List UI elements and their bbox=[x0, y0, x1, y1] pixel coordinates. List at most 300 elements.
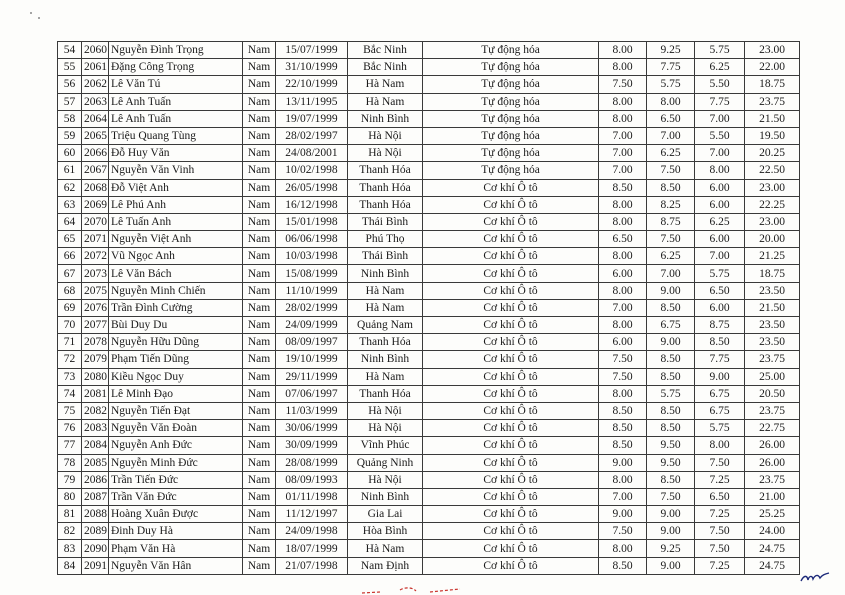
total-score-cell: 22.00 bbox=[745, 59, 800, 76]
score-3-cell: 8.00 bbox=[695, 437, 745, 454]
table-row bbox=[58, 145, 800, 162]
score-1-cell: 6.50 bbox=[599, 231, 647, 248]
score-1-cell: 7.50 bbox=[599, 76, 647, 93]
date-of-birth-cell: 07/06/1997 bbox=[276, 385, 348, 402]
major-cell: Cơ khí Ô tô bbox=[423, 523, 599, 540]
table-row bbox=[58, 471, 800, 488]
gender-cell: Nam bbox=[243, 265, 276, 282]
total-score-cell: 20.00 bbox=[745, 231, 800, 248]
province-cell: Ninh Bình bbox=[348, 488, 423, 505]
total-score-cell: 23.50 bbox=[745, 334, 800, 351]
full-name-cell: Nguyễn Anh Đức bbox=[109, 437, 243, 454]
row-number-cell: 63 bbox=[58, 196, 82, 213]
province-cell: Ninh Bình bbox=[348, 351, 423, 368]
full-name-cell: Phạm Tiến Dũng bbox=[109, 351, 243, 368]
score-2-cell: 9.00 bbox=[647, 282, 695, 299]
score-1-cell: 7.00 bbox=[599, 299, 647, 316]
candidate-id-cell: 2078 bbox=[82, 334, 109, 351]
candidate-id-cell: 2066 bbox=[82, 145, 109, 162]
candidate-id-cell: 2077 bbox=[82, 317, 109, 334]
major-cell: Cơ khí Ô tô bbox=[423, 196, 599, 213]
row-number-cell: 78 bbox=[58, 454, 82, 471]
gender-cell: Nam bbox=[243, 213, 276, 230]
gender-cell: Nam bbox=[243, 385, 276, 402]
gender-cell: Nam bbox=[243, 299, 276, 316]
score-1-cell: 8.00 bbox=[599, 196, 647, 213]
score-3-cell: 6.00 bbox=[695, 196, 745, 213]
date-of-birth-cell: 29/11/1999 bbox=[276, 368, 348, 385]
row-number-cell: 81 bbox=[58, 506, 82, 523]
score-2-cell: 6.50 bbox=[647, 110, 695, 127]
score-3-cell: 9.00 bbox=[695, 368, 745, 385]
score-3-cell: 8.75 bbox=[695, 317, 745, 334]
province-cell: Phú Thọ bbox=[348, 231, 423, 248]
row-number-cell: 66 bbox=[58, 248, 82, 265]
score-3-cell: 7.50 bbox=[695, 540, 745, 557]
total-score-cell: 26.00 bbox=[745, 454, 800, 471]
score-2-cell: 8.00 bbox=[647, 93, 695, 110]
full-name-cell: Nguyễn Văn Hân bbox=[109, 557, 243, 574]
score-2-cell: 8.50 bbox=[647, 420, 695, 437]
full-name-cell: Lê Anh Tuấn bbox=[109, 93, 243, 110]
total-score-cell: 23.50 bbox=[745, 317, 800, 334]
score-table bbox=[57, 41, 800, 575]
candidate-id-cell: 2081 bbox=[82, 385, 109, 402]
table-row bbox=[58, 248, 800, 265]
province-cell: Ninh Bình bbox=[348, 265, 423, 282]
full-name-cell: Trần Văn Đức bbox=[109, 488, 243, 505]
major-cell: Cơ khí Ô tô bbox=[423, 454, 599, 471]
candidate-id-cell: 2091 bbox=[82, 557, 109, 574]
gender-cell: Nam bbox=[243, 351, 276, 368]
province-cell: Hà Nam bbox=[348, 282, 423, 299]
score-1-cell: 8.00 bbox=[599, 110, 647, 127]
score-1-cell: 7.00 bbox=[599, 145, 647, 162]
date-of-birth-cell: 28/02/1999 bbox=[276, 299, 348, 316]
row-number-cell: 60 bbox=[58, 145, 82, 162]
date-of-birth-cell: 08/09/1997 bbox=[276, 334, 348, 351]
candidate-id-cell: 2080 bbox=[82, 368, 109, 385]
score-1-cell: 7.00 bbox=[599, 127, 647, 144]
score-3-cell: 5.50 bbox=[695, 76, 745, 93]
date-of-birth-cell: 01/11/1998 bbox=[276, 488, 348, 505]
major-cell: Cơ khí Ô tô bbox=[423, 437, 599, 454]
candidate-id-cell: 2087 bbox=[82, 488, 109, 505]
table-row bbox=[58, 196, 800, 213]
table-row bbox=[58, 317, 800, 334]
total-score-cell: 19.50 bbox=[745, 127, 800, 144]
full-name-cell: Nguyễn Văn Đoàn bbox=[109, 420, 243, 437]
table-row bbox=[58, 385, 800, 402]
province-cell: Thanh Hóa bbox=[348, 179, 423, 196]
major-cell: Tự động hóa bbox=[423, 127, 599, 144]
gender-cell: Nam bbox=[243, 248, 276, 265]
candidate-id-cell: 2061 bbox=[82, 59, 109, 76]
candidate-id-cell: 2083 bbox=[82, 420, 109, 437]
total-score-cell: 23.00 bbox=[745, 42, 800, 59]
gender-cell: Nam bbox=[243, 145, 276, 162]
row-number-cell: 76 bbox=[58, 420, 82, 437]
candidate-id-cell: 2090 bbox=[82, 540, 109, 557]
province-cell: Hà Nội bbox=[348, 127, 423, 144]
province-cell: Hà Nam bbox=[348, 76, 423, 93]
score-3-cell: 7.00 bbox=[695, 110, 745, 127]
score-2-cell: 5.75 bbox=[647, 76, 695, 93]
candidate-id-cell: 2072 bbox=[82, 248, 109, 265]
date-of-birth-cell: 08/09/1993 bbox=[276, 471, 348, 488]
gender-cell: Nam bbox=[243, 127, 276, 144]
major-cell: Cơ khí Ô tô bbox=[423, 385, 599, 402]
score-3-cell: 7.00 bbox=[695, 248, 745, 265]
date-of-birth-cell: 11/10/1999 bbox=[276, 282, 348, 299]
major-cell: Cơ khí Ô tô bbox=[423, 248, 599, 265]
row-number-cell: 74 bbox=[58, 385, 82, 402]
gender-cell: Nam bbox=[243, 196, 276, 213]
candidate-id-cell: 2067 bbox=[82, 162, 109, 179]
table-row bbox=[58, 93, 800, 110]
row-number-cell: 58 bbox=[58, 110, 82, 127]
table-row bbox=[58, 282, 800, 299]
row-number-cell: 68 bbox=[58, 282, 82, 299]
score-3-cell: 6.75 bbox=[695, 402, 745, 419]
province-cell: Thanh Hóa bbox=[348, 162, 423, 179]
row-number-cell: 72 bbox=[58, 351, 82, 368]
score-2-cell: 8.50 bbox=[647, 402, 695, 419]
row-number-cell: 65 bbox=[58, 231, 82, 248]
date-of-birth-cell: 11/12/1997 bbox=[276, 506, 348, 523]
score-1-cell: 8.00 bbox=[599, 59, 647, 76]
score-3-cell: 7.25 bbox=[695, 471, 745, 488]
score-3-cell: 6.50 bbox=[695, 282, 745, 299]
score-2-cell: 8.50 bbox=[647, 299, 695, 316]
scan-speck-marks bbox=[30, 12, 42, 22]
gender-cell: Nam bbox=[243, 454, 276, 471]
total-score-cell: 26.00 bbox=[745, 437, 800, 454]
gender-cell: Nam bbox=[243, 420, 276, 437]
total-score-cell: 22.50 bbox=[745, 162, 800, 179]
row-number-cell: 80 bbox=[58, 488, 82, 505]
full-name-cell: Đặng Công Trọng bbox=[109, 59, 243, 76]
province-cell: Thanh Hóa bbox=[348, 334, 423, 351]
major-cell: Cơ khí Ô tô bbox=[423, 540, 599, 557]
major-cell: Tự động hóa bbox=[423, 59, 599, 76]
major-cell: Cơ khí Ô tô bbox=[423, 351, 599, 368]
full-name-cell: Nguyễn Hữu Dũng bbox=[109, 334, 243, 351]
full-name-cell: Trần Đình Cường bbox=[109, 299, 243, 316]
province-cell: Vĩnh Phúc bbox=[348, 437, 423, 454]
major-cell: Cơ khí Ô tô bbox=[423, 317, 599, 334]
province-cell: Thái Bình bbox=[348, 248, 423, 265]
full-name-cell: Nguyễn Minh Chiến bbox=[109, 282, 243, 299]
score-3-cell: 8.50 bbox=[695, 334, 745, 351]
full-name-cell: Kiều Ngọc Duy bbox=[109, 368, 243, 385]
score-2-cell: 9.50 bbox=[647, 454, 695, 471]
major-cell: Cơ khí Ô tô bbox=[423, 265, 599, 282]
major-cell: Cơ khí Ô tô bbox=[423, 179, 599, 196]
province-cell: Hà Nội bbox=[348, 420, 423, 437]
candidate-id-cell: 2062 bbox=[82, 76, 109, 93]
province-cell: Thanh Hóa bbox=[348, 385, 423, 402]
score-2-cell: 8.25 bbox=[647, 196, 695, 213]
full-name-cell: Vũ Ngọc Anh bbox=[109, 248, 243, 265]
candidate-id-cell: 2064 bbox=[82, 110, 109, 127]
total-score-cell: 23.00 bbox=[745, 179, 800, 196]
row-number-cell: 59 bbox=[58, 127, 82, 144]
date-of-birth-cell: 31/10/1999 bbox=[276, 59, 348, 76]
score-1-cell: 8.50 bbox=[599, 557, 647, 574]
score-2-cell: 8.50 bbox=[647, 471, 695, 488]
full-name-cell: Nguyễn Văn Vinh bbox=[109, 162, 243, 179]
row-number-cell: 67 bbox=[58, 265, 82, 282]
score-1-cell: 8.00 bbox=[599, 385, 647, 402]
score-2-cell: 6.75 bbox=[647, 317, 695, 334]
row-number-cell: 70 bbox=[58, 317, 82, 334]
total-score-cell: 20.50 bbox=[745, 385, 800, 402]
full-name-cell: Lê Minh Đạo bbox=[109, 385, 243, 402]
major-cell: Tự động hóa bbox=[423, 162, 599, 179]
row-number-cell: 55 bbox=[58, 59, 82, 76]
score-2-cell: 9.00 bbox=[647, 557, 695, 574]
province-cell: Hòa Bình bbox=[348, 523, 423, 540]
full-name-cell: Đỗ Huy Văn bbox=[109, 145, 243, 162]
score-3-cell: 7.25 bbox=[695, 506, 745, 523]
score-2-cell: 8.50 bbox=[647, 179, 695, 196]
row-number-cell: 56 bbox=[58, 76, 82, 93]
gender-cell: Nam bbox=[243, 334, 276, 351]
score-2-cell: 9.00 bbox=[647, 506, 695, 523]
score-3-cell: 8.00 bbox=[695, 162, 745, 179]
row-number-cell: 83 bbox=[58, 540, 82, 557]
major-cell: Cơ khí Ô tô bbox=[423, 506, 599, 523]
handwritten-signature bbox=[799, 569, 831, 585]
candidate-id-cell: 2068 bbox=[82, 179, 109, 196]
gender-cell: Nam bbox=[243, 368, 276, 385]
candidate-id-cell: 2082 bbox=[82, 402, 109, 419]
date-of-birth-cell: 18/07/1999 bbox=[276, 540, 348, 557]
province-cell: Quảng Nam bbox=[348, 317, 423, 334]
major-cell: Cơ khí Ô tô bbox=[423, 557, 599, 574]
gender-cell: Nam bbox=[243, 110, 276, 127]
score-3-cell: 6.00 bbox=[695, 179, 745, 196]
candidate-id-cell: 2075 bbox=[82, 282, 109, 299]
date-of-birth-cell: 15/01/1998 bbox=[276, 213, 348, 230]
gender-cell: Nam bbox=[243, 523, 276, 540]
table-row bbox=[58, 506, 800, 523]
province-cell: Ninh Bình bbox=[348, 110, 423, 127]
row-number-cell: 75 bbox=[58, 402, 82, 419]
score-2-cell: 7.00 bbox=[647, 127, 695, 144]
major-cell: Cơ khí Ô tô bbox=[423, 488, 599, 505]
score-3-cell: 7.50 bbox=[695, 454, 745, 471]
total-score-cell: 22.75 bbox=[745, 420, 800, 437]
score-1-cell: 9.00 bbox=[599, 506, 647, 523]
total-score-cell: 25.00 bbox=[745, 368, 800, 385]
date-of-birth-cell: 21/07/1998 bbox=[276, 557, 348, 574]
gender-cell: Nam bbox=[243, 76, 276, 93]
total-score-cell: 21.50 bbox=[745, 110, 800, 127]
table-row bbox=[58, 213, 800, 230]
province-cell: Hà Nam bbox=[348, 299, 423, 316]
score-3-cell: 7.00 bbox=[695, 145, 745, 162]
date-of-birth-cell: 28/08/1999 bbox=[276, 454, 348, 471]
gender-cell: Nam bbox=[243, 179, 276, 196]
province-cell: Gia Lai bbox=[348, 506, 423, 523]
candidate-id-cell: 2071 bbox=[82, 231, 109, 248]
total-score-cell: 23.75 bbox=[745, 93, 800, 110]
full-name-cell: Hoàng Xuân Được bbox=[109, 506, 243, 523]
score-3-cell: 7.25 bbox=[695, 557, 745, 574]
score-2-cell: 7.50 bbox=[647, 231, 695, 248]
date-of-birth-cell: 13/11/1995 bbox=[276, 93, 348, 110]
gender-cell: Nam bbox=[243, 471, 276, 488]
table-row bbox=[58, 179, 800, 196]
candidate-id-cell: 2060 bbox=[82, 42, 109, 59]
table-row bbox=[58, 488, 800, 505]
full-name-cell: Lê Phú Anh bbox=[109, 196, 243, 213]
date-of-birth-cell: 10/03/1998 bbox=[276, 248, 348, 265]
score-1-cell: 6.00 bbox=[599, 265, 647, 282]
gender-cell: Nam bbox=[243, 42, 276, 59]
total-score-cell: 23.75 bbox=[745, 471, 800, 488]
candidate-id-cell: 2073 bbox=[82, 265, 109, 282]
province-cell: Quảng Ninh bbox=[348, 454, 423, 471]
candidate-id-cell: 2086 bbox=[82, 471, 109, 488]
candidate-id-cell: 2088 bbox=[82, 506, 109, 523]
row-number-cell: 77 bbox=[58, 437, 82, 454]
major-cell: Tự động hóa bbox=[423, 110, 599, 127]
score-1-cell: 9.00 bbox=[599, 454, 647, 471]
full-name-cell: Đỗ Việt Anh bbox=[109, 179, 243, 196]
score-2-cell: 8.50 bbox=[647, 368, 695, 385]
gender-cell: Nam bbox=[243, 557, 276, 574]
score-2-cell: 7.75 bbox=[647, 59, 695, 76]
gender-cell: Nam bbox=[243, 282, 276, 299]
score-3-cell: 7.75 bbox=[695, 93, 745, 110]
gender-cell: Nam bbox=[243, 162, 276, 179]
score-3-cell: 6.00 bbox=[695, 231, 745, 248]
gender-cell: Nam bbox=[243, 231, 276, 248]
table-row bbox=[58, 540, 800, 557]
score-3-cell: 6.25 bbox=[695, 59, 745, 76]
major-cell: Cơ khí Ô tô bbox=[423, 299, 599, 316]
date-of-birth-cell: 24/09/1998 bbox=[276, 523, 348, 540]
date-of-birth-cell: 26/05/1998 bbox=[276, 179, 348, 196]
row-number-cell: 79 bbox=[58, 471, 82, 488]
score-2-cell: 9.25 bbox=[647, 42, 695, 59]
table-row bbox=[58, 162, 800, 179]
score-1-cell: 8.00 bbox=[599, 213, 647, 230]
score-3-cell: 5.75 bbox=[695, 420, 745, 437]
total-score-cell: 23.75 bbox=[745, 351, 800, 368]
score-1-cell: 7.50 bbox=[599, 351, 647, 368]
table-row bbox=[58, 402, 800, 419]
score-3-cell: 5.75 bbox=[695, 42, 745, 59]
score-3-cell: 6.75 bbox=[695, 385, 745, 402]
date-of-birth-cell: 24/08/2001 bbox=[276, 145, 348, 162]
row-number-cell: 71 bbox=[58, 334, 82, 351]
total-score-cell: 22.25 bbox=[745, 196, 800, 213]
table-row bbox=[58, 454, 800, 471]
date-of-birth-cell: 10/02/1998 bbox=[276, 162, 348, 179]
row-number-cell: 73 bbox=[58, 368, 82, 385]
table-row bbox=[58, 351, 800, 368]
table-row bbox=[58, 59, 800, 76]
total-score-cell: 20.25 bbox=[745, 145, 800, 162]
row-number-cell: 84 bbox=[58, 557, 82, 574]
score-2-cell: 9.00 bbox=[647, 523, 695, 540]
date-of-birth-cell: 06/06/1998 bbox=[276, 231, 348, 248]
row-number-cell: 57 bbox=[58, 93, 82, 110]
score-1-cell: 8.00 bbox=[599, 317, 647, 334]
full-name-cell: Lê Văn Tú bbox=[109, 76, 243, 93]
candidate-id-cell: 2065 bbox=[82, 127, 109, 144]
score-2-cell: 8.50 bbox=[647, 351, 695, 368]
score-2-cell: 7.00 bbox=[647, 265, 695, 282]
score-1-cell: 8.00 bbox=[599, 282, 647, 299]
full-name-cell: Phạm Văn Hà bbox=[109, 540, 243, 557]
major-cell: Cơ khí Ô tô bbox=[423, 213, 599, 230]
major-cell: Cơ khí Ô tô bbox=[423, 334, 599, 351]
major-cell: Cơ khí Ô tô bbox=[423, 402, 599, 419]
score-1-cell: 8.50 bbox=[599, 402, 647, 419]
score-2-cell: 9.50 bbox=[647, 437, 695, 454]
table-row bbox=[58, 76, 800, 93]
row-number-cell: 69 bbox=[58, 299, 82, 316]
table-row bbox=[58, 265, 800, 282]
date-of-birth-cell: 30/09/1999 bbox=[276, 437, 348, 454]
full-name-cell: Lê Anh Tuấn bbox=[109, 110, 243, 127]
score-3-cell: 6.00 bbox=[695, 299, 745, 316]
date-of-birth-cell: 19/07/1999 bbox=[276, 110, 348, 127]
table-row bbox=[58, 110, 800, 127]
total-score-cell: 21.50 bbox=[745, 299, 800, 316]
row-number-cell: 62 bbox=[58, 179, 82, 196]
table-row bbox=[58, 437, 800, 454]
full-name-cell: Nguyễn Đình Trọng bbox=[109, 42, 243, 59]
major-cell: Tự động hóa bbox=[423, 93, 599, 110]
major-cell: Cơ khí Ô tô bbox=[423, 368, 599, 385]
province-cell: Thanh Hóa bbox=[348, 196, 423, 213]
score-1-cell: 7.00 bbox=[599, 488, 647, 505]
total-score-cell: 21.00 bbox=[745, 488, 800, 505]
major-cell: Tự động hóa bbox=[423, 42, 599, 59]
total-score-cell: 24.00 bbox=[745, 523, 800, 540]
score-2-cell: 6.25 bbox=[647, 248, 695, 265]
full-name-cell: Bùi Duy Du bbox=[109, 317, 243, 334]
table-row bbox=[58, 231, 800, 248]
score-2-cell: 7.50 bbox=[647, 162, 695, 179]
gender-cell: Nam bbox=[243, 506, 276, 523]
date-of-birth-cell: 22/10/1999 bbox=[276, 76, 348, 93]
full-name-cell: Trần Tiến Đức bbox=[109, 471, 243, 488]
candidate-id-cell: 2076 bbox=[82, 299, 109, 316]
row-number-cell: 54 bbox=[58, 42, 82, 59]
province-cell: Hà Nội bbox=[348, 471, 423, 488]
score-1-cell: 8.00 bbox=[599, 471, 647, 488]
date-of-birth-cell: 15/08/1999 bbox=[276, 265, 348, 282]
gender-cell: Nam bbox=[243, 437, 276, 454]
gender-cell: Nam bbox=[243, 317, 276, 334]
score-3-cell: 5.50 bbox=[695, 127, 745, 144]
full-name-cell: Lê Văn Bách bbox=[109, 265, 243, 282]
total-score-cell: 24.75 bbox=[745, 557, 800, 574]
date-of-birth-cell: 16/12/1998 bbox=[276, 196, 348, 213]
full-name-cell: Nguyễn Minh Đức bbox=[109, 454, 243, 471]
table-row bbox=[58, 557, 800, 574]
candidate-id-cell: 2085 bbox=[82, 454, 109, 471]
table-row bbox=[58, 334, 800, 351]
table-row bbox=[58, 42, 800, 59]
